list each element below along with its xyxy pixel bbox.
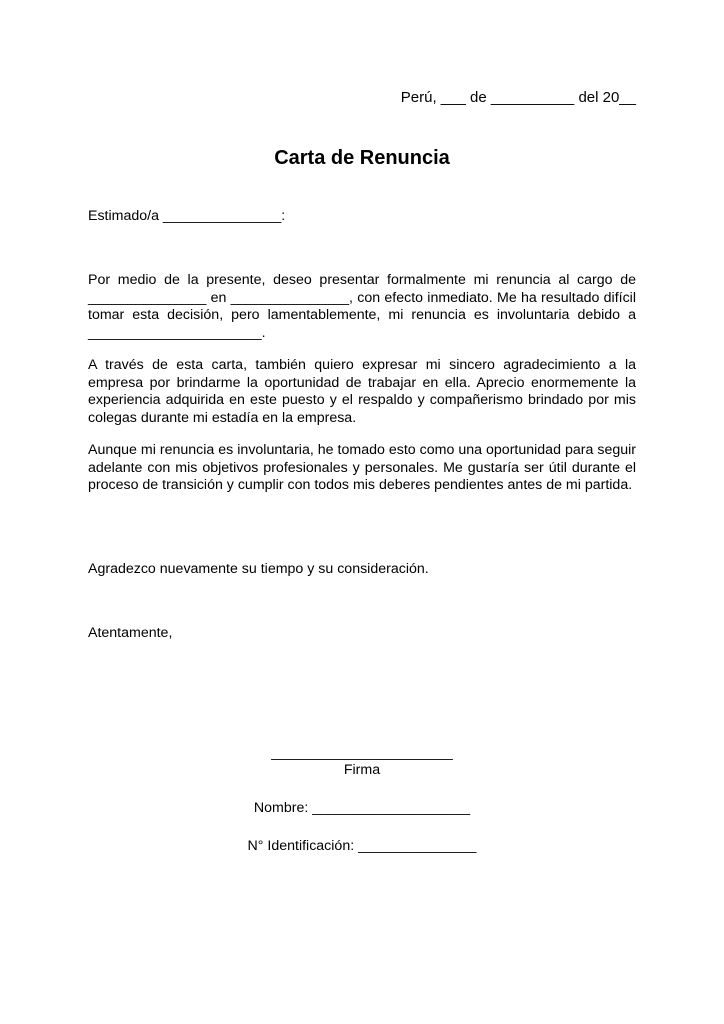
- closing-line: Atentamente,: [88, 625, 173, 641]
- date-line: Perú, ___ de __________ del 20__: [400, 89, 636, 106]
- paragraph-3: Aunque mi renuncia es involuntaria, he tomado esto como una oportunidad para seguir adelante con mis objetivos profesionales y personales. Me gustaría ser útil durante el proceso de transición y cumplir con todos mis deberes pendientes antes de mi partida.: [88, 442, 636, 493]
- paragraph-2: A través de esta carta, también quiero expresar mi sincero agradecimiento a la empresa por brindarme la oportunidad de trabajar en ella. Aprecio enormemente la experiencia adquirida en este puesto y el respaldo y compañerismo brindado por mis colegas durante mi estadía en la empresa.: [88, 357, 636, 426]
- signature-label: Firma: [343, 762, 381, 778]
- identification-field: N° Identificación: _______________: [247, 838, 477, 854]
- letter-title: Carta de Renuncia: [274, 147, 450, 169]
- salutation: Estimado/a _______________:: [88, 208, 286, 224]
- name-field: Nombre: ____________________: [253, 800, 471, 816]
- signature-line: _______________________: [271, 745, 453, 761]
- paragraph-1: Por medio de la presente, deseo presentar formalmente mi renuncia al cargo de _______________ en _______________, con efecto inmediato. Me ha resultado difícil tomar esta decisión, pero lamentablemente, mi renuncia es involuntaria debido a ______________________.: [88, 272, 636, 341]
- thanks-line: Agradezco nuevamente su tiempo y su consideración.: [88, 561, 429, 577]
